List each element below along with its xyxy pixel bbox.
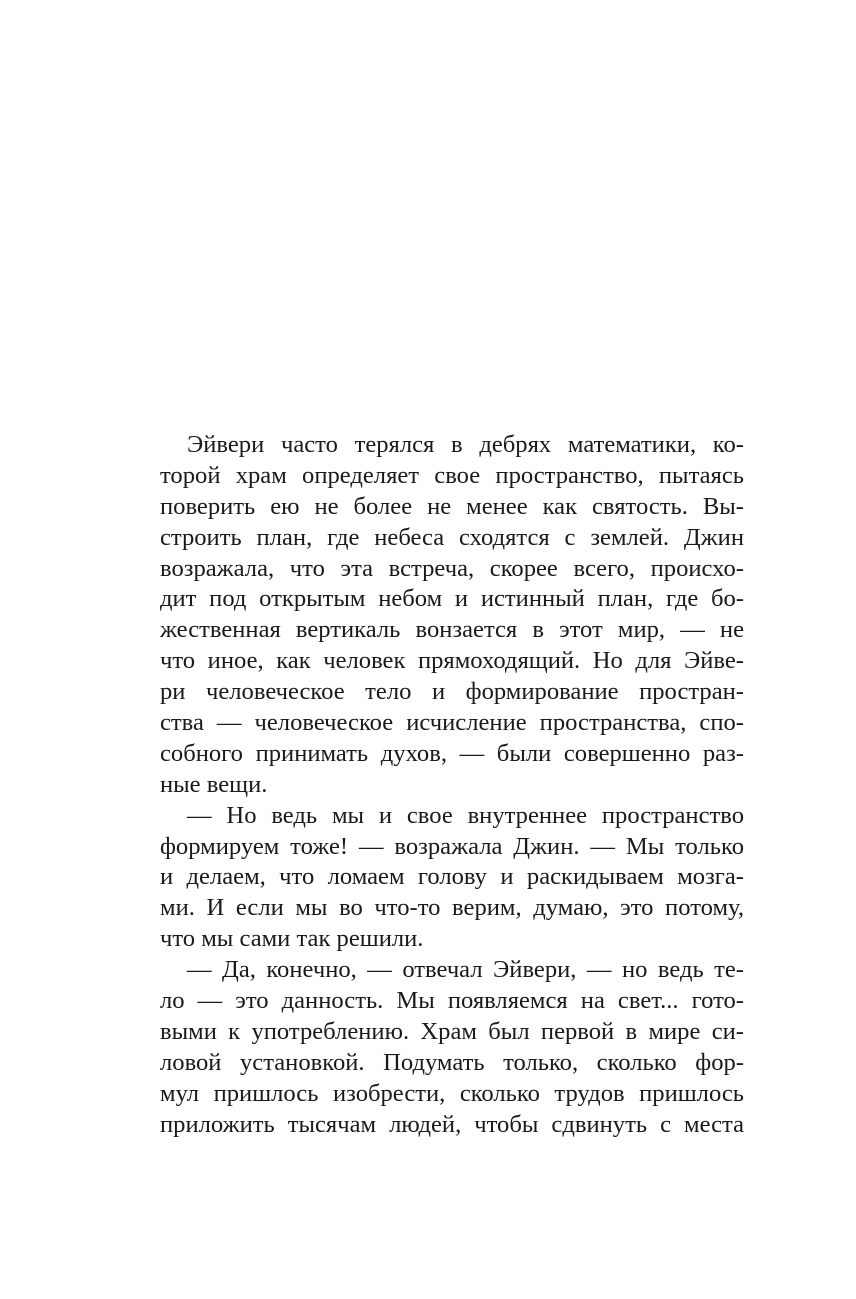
text-line: ми. И если мы во что-то верим, думаю, это потому, [160,894,744,922]
text-line: торой храм определяет свое пространство, пытаясь [160,461,744,489]
text-line: Эйвери часто терялся в дебрях математики, ко- [187,431,744,458]
text-line: выми к употреблению. Храм был первой в мире си- [160,1017,744,1045]
text-line: строить план, где небеса сходятся с землей. Джин [160,523,744,551]
text-line: поверить ею не более не менее как святость. Вы- [160,492,744,520]
text-line: жественная вертикаль вонзается в этот мир, — не [160,616,744,644]
paragraph-2 [160,801,744,955]
text-line: — Да, конечно, — отвечал Эйвери, — но ведь те- [187,956,744,984]
text-line: приложить тысячам людей, чтобы сдвинуть с места [160,1110,744,1138]
text-line: и делаем, что ломаем голову и раскидываем мозга- [160,863,744,891]
text-line: что иное, как человек прямоходящий. Но для Эйве- [160,647,744,675]
paragraph-1 [160,430,744,801]
text-line: формируем тоже! — возражала Джин. — Мы только [160,832,744,860]
text-line: — Но ведь мы и свое внутреннее пространство [187,801,744,829]
text-line: ловой установкой. Подумать только, сколько фор- [160,1048,744,1076]
text-line: ства — человеческое исчисление пространства, спо- [160,709,744,737]
text-line: дит под открытым небом и истинный план, где бо- [160,585,744,613]
paragraph-3 [160,955,744,1140]
body-text [160,430,744,1140]
text-line: собного принимать духов, — были совершенно раз- [160,739,744,767]
text-line: возражала, что эта встреча, скорее всего, происхо- [160,554,744,582]
text-line: что мы сами так решили. [160,925,424,953]
text-line: ло — это данность. Мы появляемся на свет... гото- [160,987,744,1015]
text-line: ри человеческое тело и формирование простран- [160,678,744,706]
text-line: ные вещи. [160,770,268,798]
text-line: мул пришлось изобрести, сколько трудов пришлось [160,1079,744,1107]
